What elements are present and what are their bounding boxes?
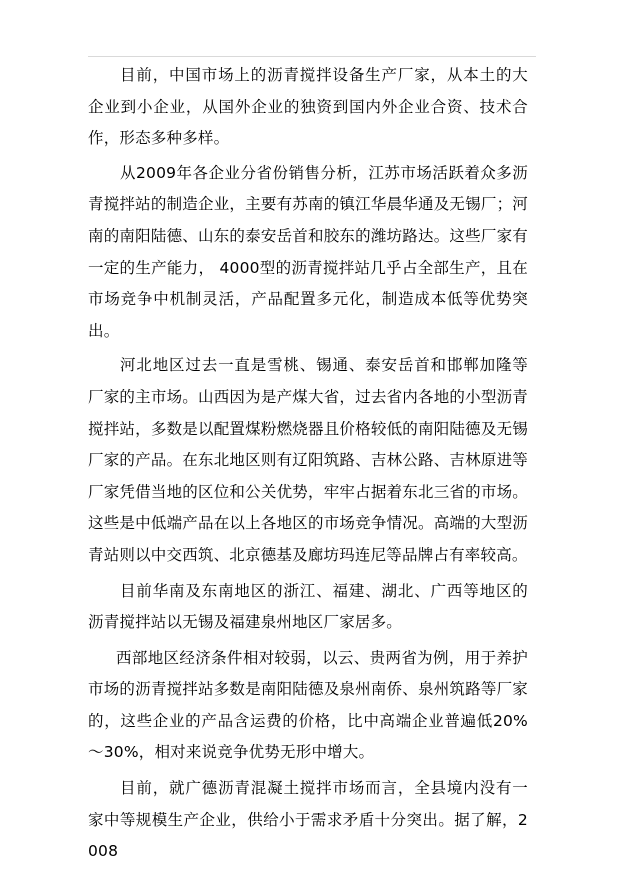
paragraph-5: 西部地区经济条件相对较弱，以云、贵两省为例，用于养护市场的沥青搅拌站多数是南阳陆德及泉州南侨、泉州筑路等厂家的，这些企业的产品含运费的价格，比中高端企业普遍低20%～30%，相对来说竞争优势无形中增大。	[88, 648, 528, 762]
header-rule	[88, 56, 536, 57]
paragraph-1: 目前，中国市场上的沥青搅拌设备生产厂家，从本土的大企业到小企业，从国外企业的独资到国内外企业合资、技术合作，形态多种多样。	[88, 66, 528, 148]
paragraph-6: 目前，就广德沥青混凝土搅拌市场而言，全县境内没有一家中等规模生产企业，供给小于需求矛盾十分突出。据了解，2008	[88, 779, 528, 861]
paragraph-3: 河北地区过去一直是雪桃、锡通、泰安岳首和邯郸加隆等厂家的主市场。山西因为是产煤大省，过去省内各地的小型沥青搅拌站，多数是以配置煤粉燃烧器且价格较低的南阳陆德及无锡厂家的产品。在东北地区则有辽阳筑路、吉林公路、吉林原进等厂家凭借当地的区位和公关优势，牢牢占据着东北三省的市场。这些是中低端产品在以上各地区的市场竞争情况。高端的大型沥青站则以中交西筑、北京德基及廊坊玛连尼等品牌占有率较高。	[88, 356, 528, 564]
document-body	[88, 60, 528, 868]
paragraph-2: 从2009年各企业分省份销售分析，江苏市场活跃着众多沥青搅拌站的制造企业，主要有苏南的镇江华晨华通及无锡厂；河南的南阳陆德、山东的泰安岳首和胶东的潍坊路达。这些厂家有一定的生产能力， 4000型的沥青搅拌站几乎占全部生产，且在市场竞争中机制灵活，产品配置多元化，制造成本低等优势突出。	[88, 163, 528, 340]
paragraph-4: 目前华南及东南地区的浙江、福建、湖北、广西等地区的沥青搅拌站以无锡及福建泉州地区厂家居多。	[88, 581, 528, 632]
